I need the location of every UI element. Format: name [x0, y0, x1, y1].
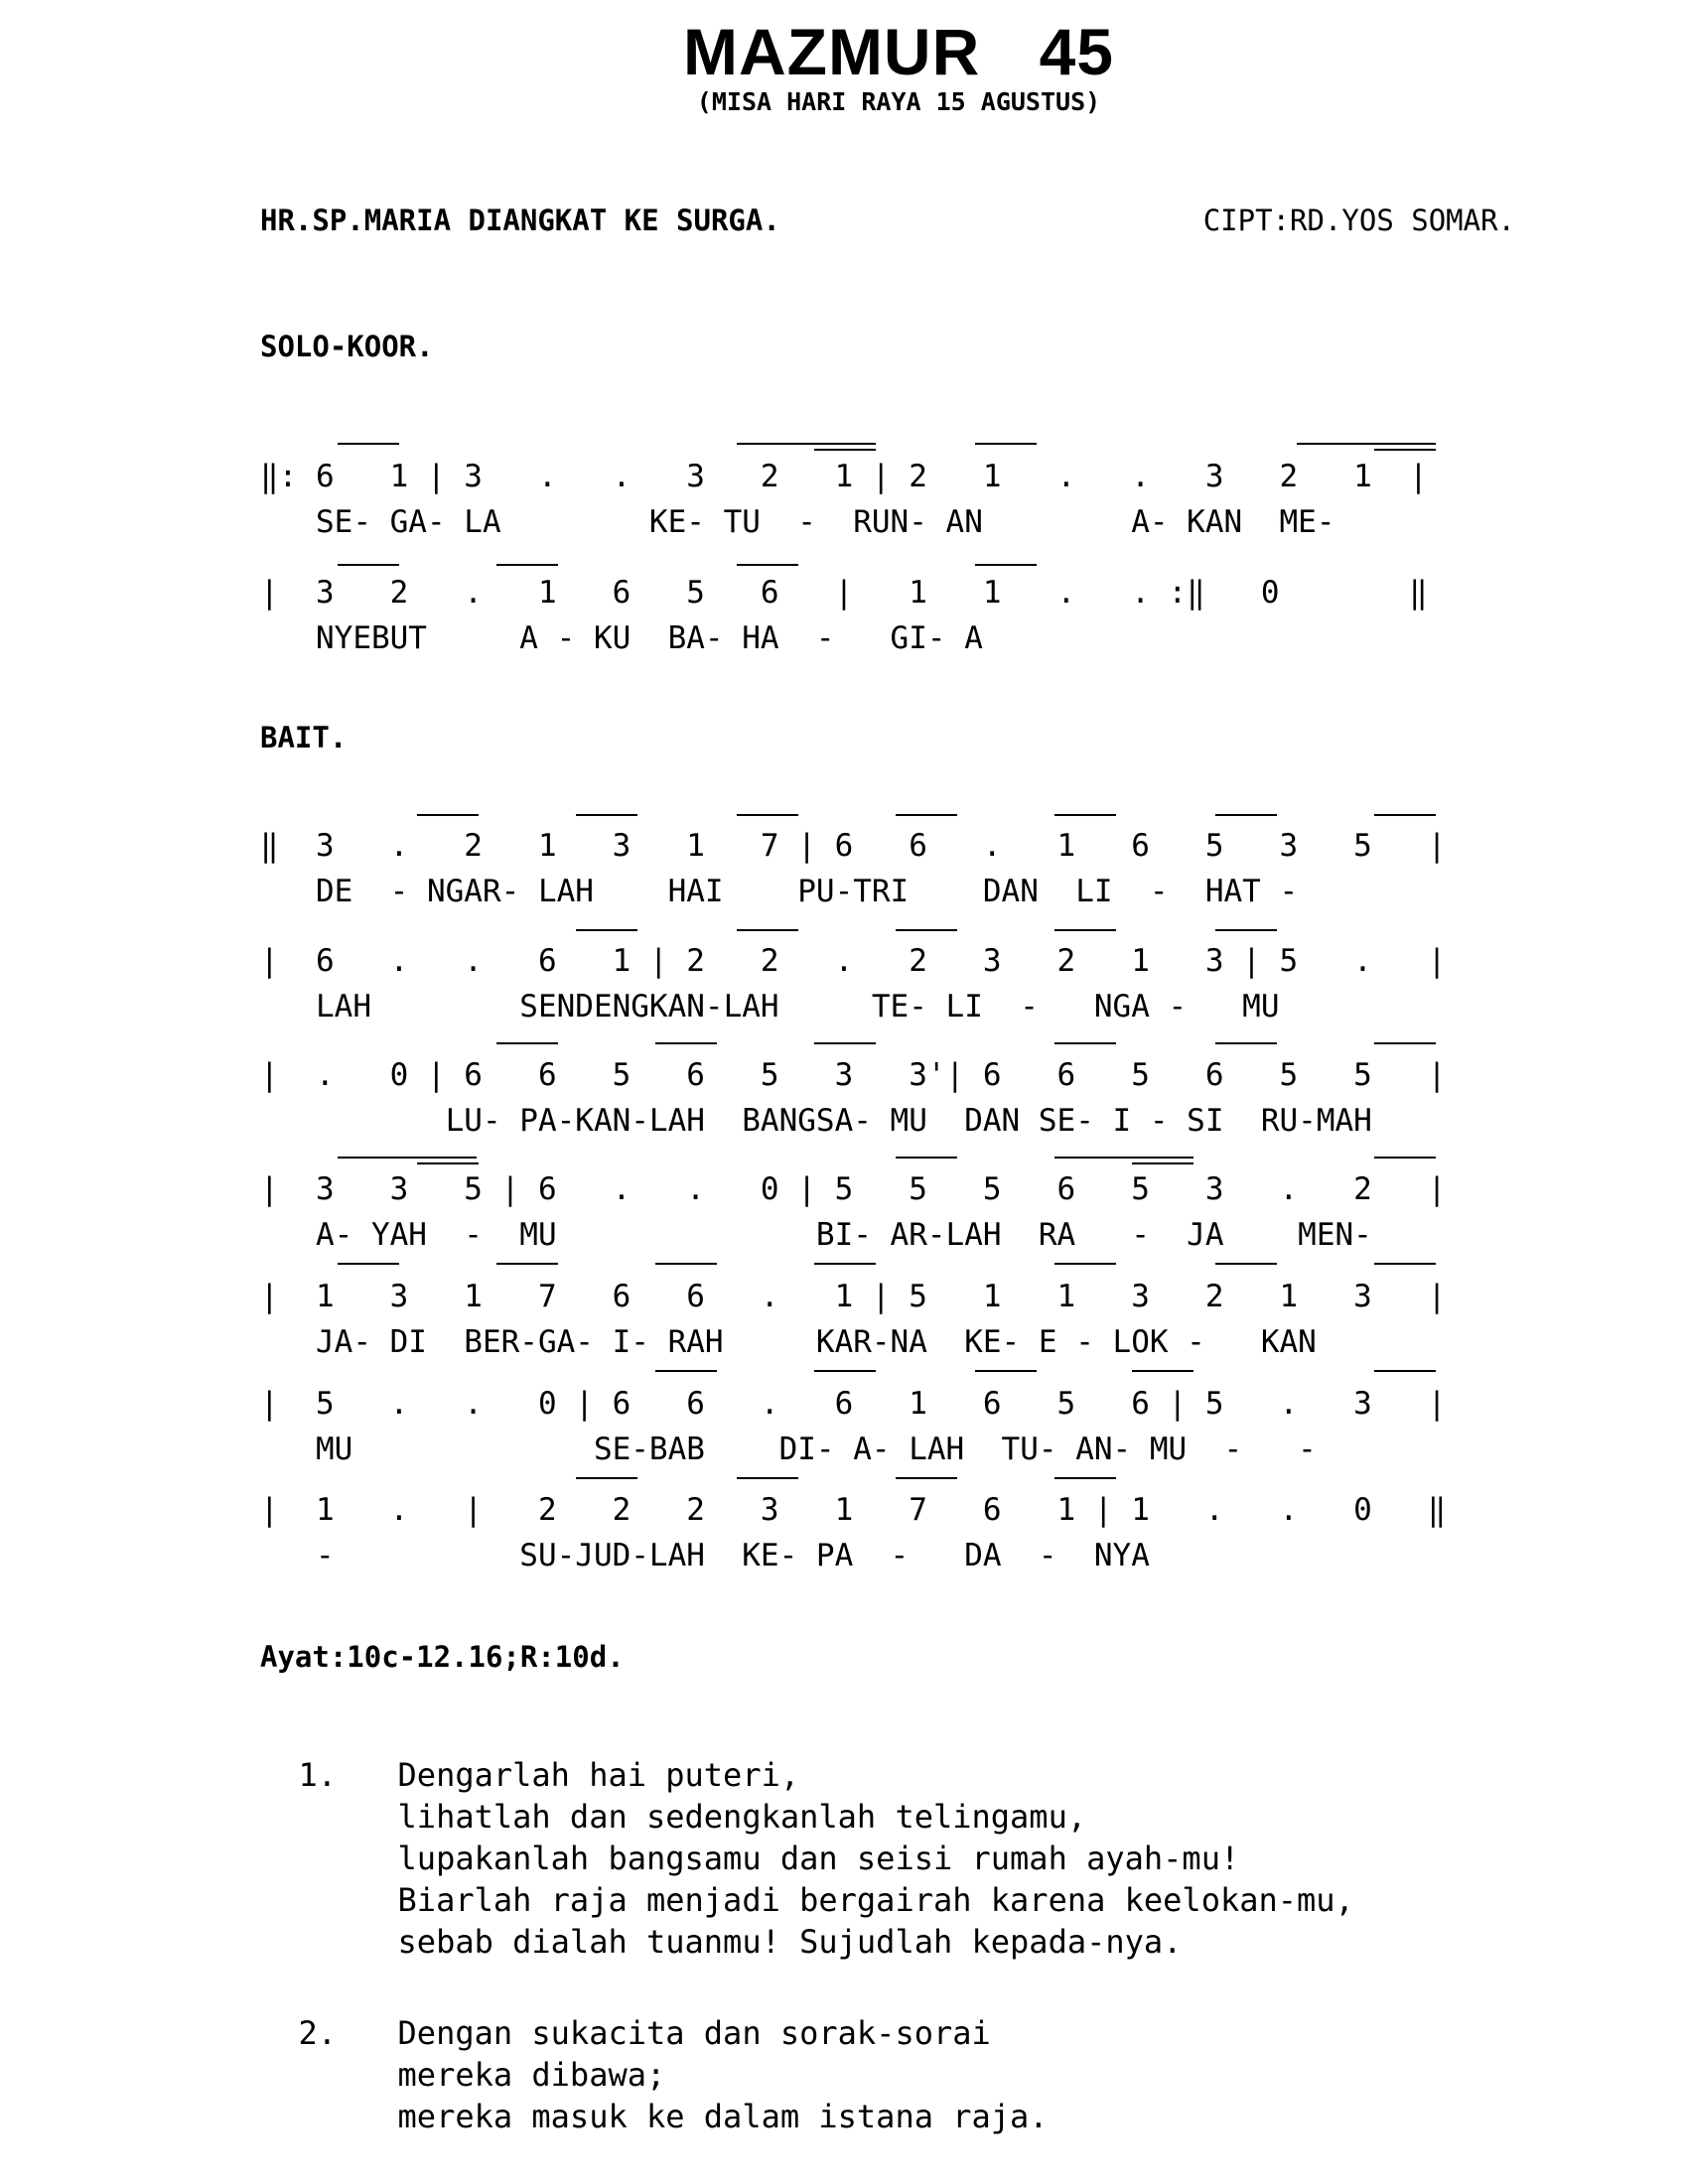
page-subtitle: (MISA HARI RAYA 15 AGUSTUS) [696, 87, 1101, 116]
refrain-lyrics-1: SE- GA- LA KE- TU - RUN- AN A- KAN ME- [260, 504, 1335, 540]
verse-line: lihatlah dan sedengkanlah telingamu, [397, 1798, 1087, 1836]
beam [1374, 814, 1436, 816]
beam [737, 1477, 798, 1479]
beam [655, 1263, 717, 1265]
beam [576, 814, 637, 816]
beam [814, 449, 876, 451]
bait-notes-1: ‖ 3 . 2 1 3 1 7 | 6 6 . 1 6 5 3 5 | [260, 828, 1447, 864]
beam [1054, 1263, 1116, 1265]
beam [814, 1042, 876, 1044]
beam [496, 564, 558, 566]
page-title: MAZMUR 45 [682, 15, 1114, 88]
beam [576, 1477, 637, 1479]
beam [737, 814, 798, 816]
refrain-heading: SOLO-KOOR. [260, 330, 434, 363]
refrain-notes-2: | 3 2 . 1 6 5 6 | 1 1 . . :‖ 0 ‖ [260, 575, 1428, 611]
beam [417, 814, 479, 816]
bait-lyrics-3: LU- PA-KAN-LAH BANGSA- MU DAN SE- I - SI RU-MAH [260, 1103, 1372, 1139]
beam [338, 443, 399, 445]
beam [576, 929, 637, 931]
composer-credit: CIPT:RD.YOS SOMAR. [1202, 204, 1515, 237]
bait-lyrics-4: A- YAH - MU BI- AR-LAH RA - JA MEN- [260, 1217, 1372, 1253]
bait-notes-5: | 1 3 1 7 6 6 . 1 | 5 1 1 3 2 1 3 | [260, 1279, 1447, 1314]
beam [896, 1477, 957, 1479]
beam [417, 1162, 479, 1164]
beam [1374, 1042, 1436, 1044]
beam [814, 1263, 876, 1265]
verse-text [398, 2012, 1049, 2137]
verse-text [398, 1754, 1354, 1963]
beam [975, 443, 1037, 445]
beam [1054, 1477, 1116, 1479]
bait-lyrics-5: JA- DI BER-GA- I- RAH KAR-NA KE- E - LOK - KAN [260, 1324, 1317, 1360]
beam [1374, 1263, 1436, 1265]
beam [1054, 814, 1116, 816]
bait-lyrics-2: LAH SENDENGKAN-LAH TE- LI - NGA - MU [260, 989, 1280, 1024]
beam [737, 443, 876, 445]
ayat-reference: Ayat:10c-12.16;R:10d. [260, 1640, 625, 1674]
verse-number: 1. [298, 1756, 338, 1794]
verse-line: lupakanlah bangsamu dan seisi rumah ayah-mu! [397, 1840, 1240, 1877]
bait-notes-7: | 1 . | 2 2 2 3 1 7 6 1 | 1 . . 0 ‖ [260, 1492, 1447, 1528]
verse-number: 2. [298, 2014, 338, 2052]
beam [1054, 1042, 1116, 1044]
bait-lyrics-1: DE - NGAR- LAH HAI PU-TRI DAN LI - HAT - [260, 874, 1299, 909]
verse-line: sebab dialah tuanmu! Sujudlah kepada-nya. [397, 1923, 1183, 1961]
beam [1132, 1370, 1193, 1372]
beam [1297, 443, 1436, 445]
beam [975, 564, 1037, 566]
bait-notes-4: | 3 3 5 | 6 . . 0 | 5 5 5 6 5 3 . 2 | [260, 1171, 1447, 1207]
beam [1374, 1370, 1436, 1372]
beam [737, 564, 798, 566]
beam [896, 929, 957, 931]
verse-line: Dengan sukacita dan sorak-sorai [397, 2014, 991, 2052]
beam [338, 1157, 477, 1159]
beam [896, 814, 957, 816]
refrain-notes-1: ‖: 6 1 | 3 . . 3 2 1 | 2 1 . . 3 2 1 | [260, 459, 1428, 494]
beam [896, 1157, 957, 1159]
beam [1215, 929, 1277, 931]
verse-line: mereka dibawa; [397, 2056, 666, 2094]
verse-1 [260, 1712, 1354, 1963]
bait-notes-3: | . 0 | 6 6 5 6 5 3 3'| 6 6 5 6 5 5 | [260, 1057, 1447, 1093]
refrain-lyrics-2: NYEBUT A - KU BA- HA - GI- A [260, 620, 983, 656]
beam [1374, 449, 1436, 451]
bait-notes-2: | 6 . . 6 1 | 2 2 . 2 3 2 1 3 | 5 . | [260, 943, 1447, 979]
verse-line: Dengarlah hai puteri, [397, 1756, 800, 1794]
beam [737, 929, 798, 931]
bait-lyrics-6: MU SE-BAB DI- A- LAH TU- AN- MU - - [260, 1432, 1317, 1467]
verse-line: mereka masuk ke dalam istana raja. [397, 2098, 1049, 2135]
beam [655, 1370, 717, 1372]
beam [1215, 1042, 1277, 1044]
beam [338, 564, 399, 566]
beam [1374, 1157, 1436, 1159]
bait-heading: BAIT. [260, 721, 348, 754]
verse-line: Biarlah raja menjadi bergairah karena keelokan-mu, [397, 1881, 1354, 1919]
beam [814, 1370, 876, 1372]
beam [1215, 1263, 1277, 1265]
bait-notes-6: | 5 . . 0 | 6 6 . 6 1 6 5 6 | 5 . 3 | [260, 1386, 1447, 1422]
beam [496, 1042, 558, 1044]
occasion-heading: HR.SP.MARIA DIANGKAT KE SURGA. [260, 204, 780, 237]
beam [1054, 929, 1116, 931]
beam [1132, 1162, 1193, 1164]
beam [1215, 814, 1277, 816]
verse-2 [260, 1971, 1049, 2137]
beam [655, 1042, 717, 1044]
bait-lyrics-7: - SU-JUD-LAH KE- PA - DA - NYA [260, 1538, 1150, 1573]
beam [338, 1263, 399, 1265]
beam [1054, 1157, 1193, 1159]
beam [496, 1263, 558, 1265]
beam [975, 1370, 1037, 1372]
